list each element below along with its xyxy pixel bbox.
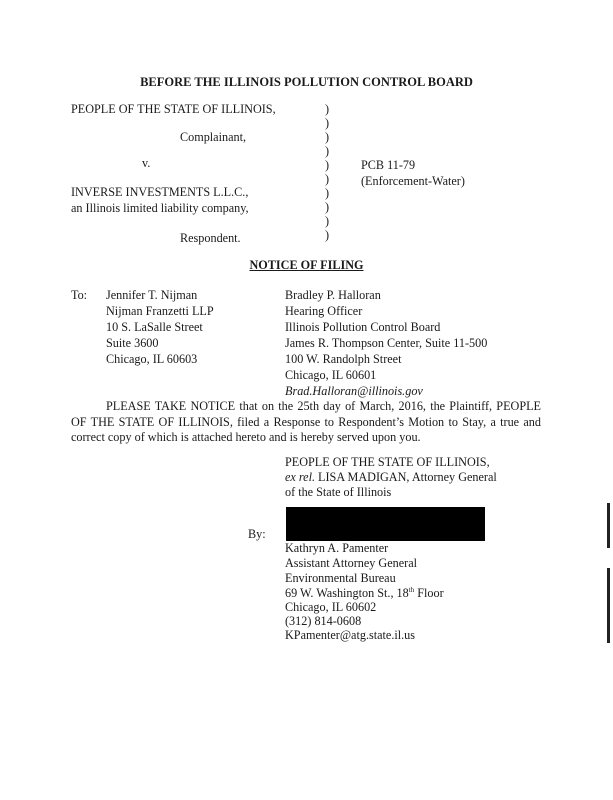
recipient-left-line: Jennifer T. Nijman — [106, 288, 198, 302]
recipient-left-line: Suite 3600 — [106, 336, 159, 350]
party-line-2 — [285, 471, 497, 483]
paren: ) — [325, 102, 330, 116]
signer-address — [285, 587, 444, 599]
case-type: (Enforcement-Water) — [361, 174, 465, 188]
versus-label: v. — [142, 156, 151, 170]
respondent-name: INVERSE INVESTMENTS L.L.C., — [71, 185, 249, 199]
signer-bureau: Environmental Bureau — [285, 571, 396, 585]
signer-city: Chicago, IL 60602 — [285, 600, 377, 614]
notice-body: PLEASE TAKE NOTICE that on the 25th day of March, 2016, the Plaintiff, PEOPLE OF THE STATE OF ILLINOIS, filed a Response to Respondent’s Motion to Stay, a true and correct copy of which is attached hereto and is hereby served upon you. — [71, 399, 541, 444]
signer-name: Kathryn A. Pamenter — [285, 541, 389, 555]
case-number: PCB 11-79 — [361, 158, 416, 172]
recipient-email[interactable]: Brad.Halloran@illinois.gov — [285, 384, 423, 398]
paren: ) — [325, 200, 330, 214]
complainant-role: Complainant, — [180, 130, 247, 144]
paren: ) — [325, 158, 330, 172]
recipient-right-line: Chicago, IL 60601 — [285, 368, 377, 382]
respondent-role: Respondent. — [180, 231, 241, 245]
signer-title: Assistant Attorney General — [285, 556, 418, 570]
signer-email[interactable]: KPamenter@atg.state.il.us — [285, 628, 416, 642]
recipient-right-line: Hearing Officer — [285, 304, 363, 318]
by-label: By: — [248, 527, 266, 541]
scan-edge-mark — [607, 503, 610, 548]
party-line-3: of the State of Illinois — [285, 485, 392, 499]
paren: ) — [325, 130, 330, 144]
to-label: To: — [71, 288, 88, 302]
recipient-left-line: Chicago, IL 60603 — [106, 352, 198, 366]
paren: ) — [325, 228, 330, 242]
paren: ) — [325, 186, 330, 200]
paren: ) — [325, 144, 330, 158]
recipient-left-line: Nijman Franzetti LLP — [106, 304, 214, 318]
notice-heading: NOTICE OF FILING — [249, 258, 364, 272]
address-floor: Floor — [414, 586, 444, 600]
address-ordinal: th — [408, 585, 415, 594]
recipient-right-line: James R. Thompson Center, Suite 11-500 — [285, 336, 488, 350]
ex-rel-label: ex rel. — [285, 470, 315, 484]
paren: ) — [325, 116, 330, 130]
paren: ) — [325, 172, 330, 186]
court-title: BEFORE THE ILLINOIS POLLUTION CONTROL BOARD — [140, 75, 473, 89]
address-street: 69 W. Washington St., 18 — [285, 586, 409, 600]
recipient-right-line: Illinois Pollution Control Board — [285, 320, 441, 334]
signer-phone: (312) 814-0608 — [285, 614, 362, 628]
attorney-general-name: LISA MADIGAN, Attorney General — [315, 470, 497, 484]
complainant-name: PEOPLE OF THE STATE OF ILLINOIS, — [71, 102, 276, 116]
recipient-left-line: 10 S. LaSalle Street — [106, 320, 203, 334]
scan-edge-mark — [607, 568, 610, 643]
recipient-right-line: Bradley P. Halloran — [285, 288, 381, 302]
party-line-1: PEOPLE OF THE STATE OF ILLINOIS, — [285, 455, 490, 469]
redacted-signature — [286, 507, 485, 541]
respondent-desc: an Illinois limited liability company, — [71, 201, 249, 215]
recipient-right-line: 100 W. Randolph Street — [285, 352, 402, 366]
paren: ) — [325, 214, 330, 228]
